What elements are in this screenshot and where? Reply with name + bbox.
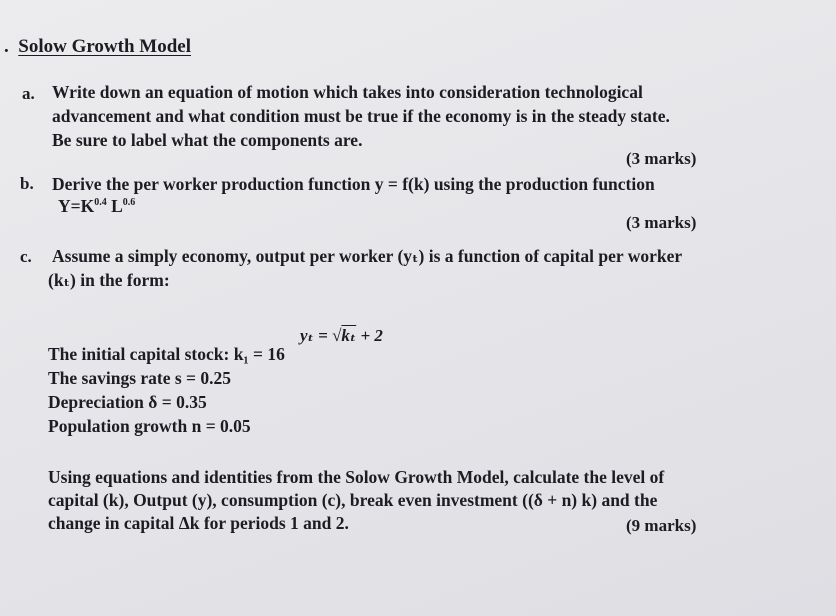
equation-lhs: yₜ = [300,326,333,345]
part-a-line-3: Be sure to label what the components are. [52,130,363,150]
task-line-3: change in capital Δk for periods 1 and 2. [48,513,349,533]
task-line-1: Using equations and identities from the Solow Growth Model, calculate the level of [48,467,665,487]
param-initial-capital: The initial capital stock: k₁ = 16 [48,344,285,364]
equation-radicand: kₜ [341,326,357,345]
part-b-formula [58,196,135,217]
param-savings-rate: The savings rate s = 0.25 [48,368,232,388]
formula-exponent-k: 0.4 [94,197,107,209]
formula-exponent-l: 0.6 [122,197,136,209]
formula-l: L [111,196,123,216]
section-title-row [4,36,191,58]
part-b-line-1: Derive the per worker production function y = f(k) using the production function [52,174,655,194]
part-c-line-1: Assume a simply economy, output per worker (yₜ) is a function of capital per worker [52,246,683,266]
param-population-growth: Population growth n = 0.05 [48,416,251,436]
formula-base: Y=K [58,196,95,216]
part-c-line-2: (kₜ) in the form: [48,270,170,290]
task-line-2: capital (k), Output (y), consumption (c), break even investment ((δ + n) k) and the [48,490,658,510]
growth-equation [300,326,383,346]
part-a-line-1: Write down an equation of motion which takes into consideration technological [52,82,643,102]
part-a-marks: (3 marks) [626,149,697,168]
section-title: Solow Growth Model [18,36,192,57]
part-b-marks: (3 marks) [626,213,697,232]
part-b-letter: b. [20,174,34,193]
section-bullet: . [4,36,9,57]
equation-root: √ [332,326,342,345]
part-c-letter: c. [20,247,32,266]
part-a-letter: a. [22,84,35,103]
part-c-marks: (9 marks) [626,516,697,535]
equation-rhs: + 2 [356,326,383,345]
param-depreciation: Depreciation δ = 0.35 [48,392,207,412]
part-a-line-2: advancement and what condition must be true if the economy is in the steady state. [52,106,670,126]
